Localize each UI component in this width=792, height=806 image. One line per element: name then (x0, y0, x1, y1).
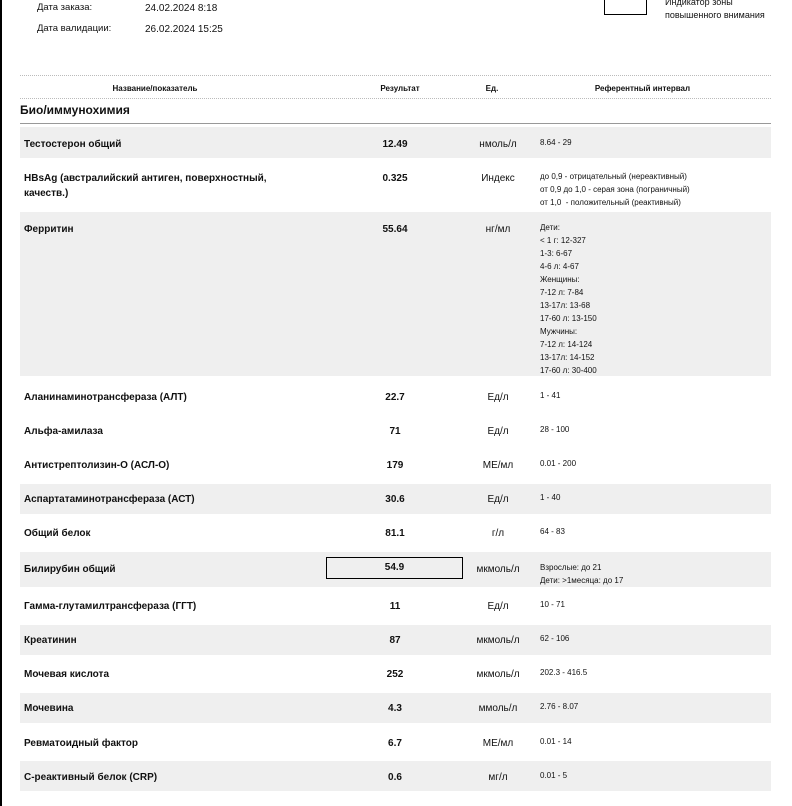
test-name: Антистрептолизин-О (АСЛ-О) (24, 460, 170, 471)
result-value: 71 (389, 426, 401, 437)
unit: мкмоль/л (476, 564, 520, 575)
section-title: Био/иммунохимия (20, 103, 130, 117)
reference-interval: 1 - 40 (540, 493, 561, 502)
validation-date-label: Дата валидации: (37, 23, 112, 34)
unit: МЕ/мл (482, 738, 514, 749)
table-row (20, 518, 771, 548)
result-value: 81.1 (385, 528, 405, 539)
table-row (20, 659, 771, 689)
attention-indicator-box (604, 0, 647, 15)
reference-interval: 1 - 41 (540, 391, 561, 400)
table-row (20, 127, 771, 158)
table-row (20, 382, 771, 412)
reference-interval: 64 - 83 (540, 527, 565, 536)
result-value: 30.6 (385, 494, 405, 505)
test-name: Альфа-амилаза (24, 426, 103, 437)
table-row (20, 450, 771, 480)
unit: Индекс (481, 173, 515, 184)
column-header-result: Результат (380, 84, 420, 93)
unit: ммоль/л (478, 703, 518, 714)
result-value: 87 (389, 635, 401, 646)
reference-interval: Взрослые: до 21 Дети: >1месяца: до 17 (540, 563, 624, 585)
test-name: Билирубин общий (24, 564, 116, 575)
test-name: Аланинаминотрансфераза (АЛТ) (24, 392, 187, 403)
reference-interval: 202.3 - 416.5 (540, 668, 588, 677)
test-name: Тестостерон общий (24, 139, 122, 150)
attention-indicator-label: Индикатор зоны повышенного внимания (665, 0, 765, 20)
reference-interval: 10 - 71 (540, 600, 565, 609)
test-name: Мочевина (24, 703, 74, 714)
test-name: HBsAg (австралийский антиген, поверхностный, качеств.) (24, 173, 267, 199)
column-header-reference: Референтный интервал (594, 84, 691, 93)
left-border-line (0, 0, 2, 806)
header-divider-top (20, 75, 771, 76)
unit: Ед/л (487, 601, 509, 612)
order-date-value: 24.02.2024 8:18 (145, 3, 218, 14)
table-row (20, 165, 771, 208)
test-name: С-реактивный белок (CRP) (24, 772, 158, 783)
unit: Ед/л (487, 494, 509, 505)
result-value: 4.3 (388, 703, 402, 714)
test-name: Аспартатаминотрансфераза (АСТ) (24, 494, 195, 505)
unit: мг/л (488, 772, 508, 783)
unit: мкмоль/л (476, 669, 520, 680)
table-row (20, 761, 771, 791)
reference-interval: 2.76 - 8.07 (540, 702, 579, 711)
table-row (20, 484, 771, 514)
unit: нмоль/л (479, 139, 517, 150)
result-value: 55.64 (382, 224, 408, 235)
reference-interval: 62 - 106 (540, 634, 570, 643)
reference-interval: 0.01 - 14 (540, 737, 572, 746)
reference-interval: 0.01 - 200 (540, 459, 577, 468)
reference-interval: 0.01 - 5 (540, 771, 568, 780)
order-date-label: Дата заказа: (37, 2, 93, 13)
test-name: Креатинин (24, 635, 77, 646)
header-divider-bottom (20, 98, 771, 99)
unit: г/л (491, 528, 505, 539)
test-name: Общий белок (24, 528, 91, 539)
section-divider (20, 123, 771, 124)
unit: МЕ/мл (482, 460, 514, 471)
result-value: 6.7 (388, 738, 402, 749)
table-row (20, 591, 771, 621)
unit: мкмоль/л (476, 635, 520, 646)
table-row (20, 727, 771, 757)
reference-interval: 8.64 - 29 (540, 138, 572, 147)
unit: Ед/л (487, 426, 509, 437)
result-value: 11 (389, 601, 401, 612)
table-row (20, 552, 771, 587)
result-value: 179 (386, 460, 404, 471)
table-row (20, 625, 771, 655)
test-name: Ревматоидный фактор (24, 738, 138, 749)
unit: Ед/л (487, 392, 509, 403)
table-row (20, 693, 771, 723)
result-value: 12.49 (382, 139, 408, 150)
test-name: Ферритин (24, 224, 74, 235)
table-row (20, 416, 771, 446)
result-value: 22.7 (385, 392, 405, 403)
reference-interval: до 0,9 - отрицательный (нереактивный) от 0,9 до 1,0 - серая зона (пограничный) от 1,0 - положительный (реактивный) (540, 172, 690, 207)
table-row (20, 212, 771, 376)
result-value: 0.6 (388, 772, 402, 783)
column-header-name: Название/показатель (112, 84, 198, 93)
test-name: Гамма-глутамилтрансфераза (ГГТ) (24, 601, 197, 612)
column-header-unit: Ед. (485, 84, 499, 93)
unit: нг/мл (485, 224, 511, 235)
reference-interval: 28 - 100 (540, 425, 570, 434)
test-name: Мочевая кислота (24, 669, 109, 680)
result-value-flagged: 54.9 (326, 557, 463, 579)
validation-date-value: 26.02.2024 15:25 (145, 24, 223, 35)
result-value: 0.325 (382, 173, 408, 184)
reference-interval: Дети: < 1 г: 12-327 1-3: 6-67 4-6 л: 4-67 Женщины: 7-12 л: 7-84 13-17л: 13-68 17-60 л: 13-150 Мужчины: 7-12 л: 14-124 13-17л: 14-152 17-60 л: 30-400 (540, 223, 597, 375)
result-value: 252 (386, 669, 404, 680)
